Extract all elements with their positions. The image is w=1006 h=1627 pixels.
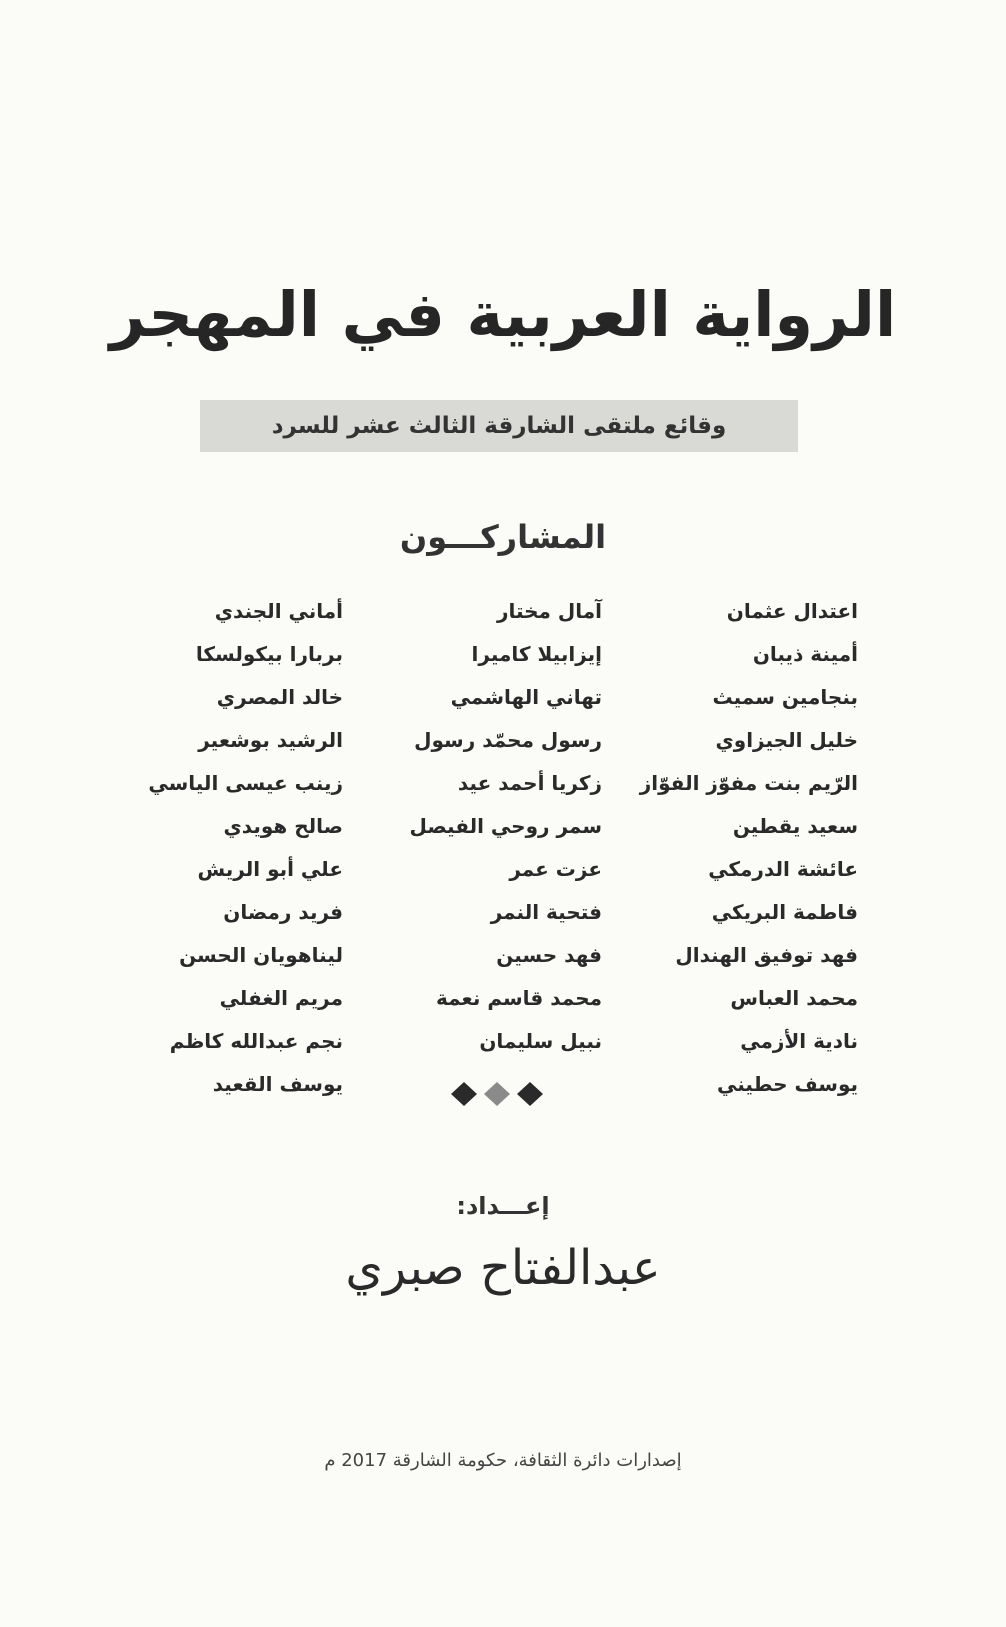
participant-name: يوسف حطيني — [717, 1072, 858, 1096]
participant-name: فهد توفيق الهندال — [675, 943, 858, 967]
participants-column-middle — [392, 592, 602, 1065]
participant-name: فتحية النمر — [490, 900, 602, 924]
publisher-footer: إصدارات دائرة الثقافة، حكومة الشارقة 2017 م — [324, 1450, 682, 1471]
participant-name: آمال مختار — [496, 599, 602, 623]
participant-name: ليناهويان الحسن — [179, 943, 343, 967]
participant-name: زكريا أحمد عيد — [457, 771, 602, 795]
book-title: الرواية العربية في المهجر — [109, 278, 897, 351]
participant-name: نبيل سليمان — [479, 1029, 602, 1053]
participant-name: بربارا بيكولسكا — [195, 642, 343, 666]
participant-name: مريم الغفلي — [219, 986, 343, 1010]
participant-name: نادية الأزمي — [740, 1029, 858, 1053]
participant-name: سمر روحي الفيصل — [409, 814, 602, 838]
participant-name: خالد المصري — [216, 685, 343, 709]
participants-heading: المشاركـــون — [399, 518, 607, 556]
participant-name: بنجامين سميث — [712, 685, 858, 709]
subtitle-banner — [200, 400, 798, 452]
participant-name: محمد قاسم نعمة — [436, 986, 602, 1010]
participant-name: عزت عمر — [509, 857, 602, 881]
participant-name: اعتدال عثمان — [726, 599, 858, 623]
subtitle: وقائع ملتقى الشارقة الثالث عشر للسرد — [271, 413, 727, 439]
participant-name: أماني الجندي — [214, 599, 343, 623]
diamond-ornament-icon — [450, 1080, 545, 1108]
participants-column-left — [133, 592, 343, 1108]
participants-column-right — [639, 592, 858, 1108]
participant-name: تهاني الهاشمي — [450, 685, 602, 709]
prepared-by-label: إعـــداد: — [456, 1192, 550, 1220]
participant-name: الرّيم بنت مفوّز الفوّاز — [639, 771, 858, 795]
participant-name: أمينة ذيبان — [752, 642, 858, 666]
participant-name: فاطمة البريكي — [711, 900, 858, 924]
participant-name: رسول محمّد رسول — [414, 728, 602, 752]
participant-name: زينب عيسى الياسي — [148, 771, 343, 795]
participant-name: فريد رمضان — [223, 900, 343, 924]
participant-name: صالح هويدي — [223, 814, 343, 838]
participant-name: سعيد يقطين — [732, 814, 858, 838]
participant-name: خليل الجيزاوي — [715, 728, 858, 752]
participant-name: يوسف القعيد — [212, 1072, 343, 1096]
participant-name: إيزابيلا كاميرا — [471, 642, 602, 666]
participant-name: نجم عبدالله كاظم — [169, 1029, 343, 1053]
participant-name: علي أبو الريش — [197, 857, 343, 881]
participant-name: محمد العباس — [730, 986, 858, 1010]
participant-name: عائشة الدرمكي — [708, 857, 858, 881]
participant-name: الرشيد بوشعير — [198, 728, 343, 752]
participant-name: فهد حسين — [496, 943, 602, 967]
author-name: عبدالفتاح صبري — [345, 1240, 661, 1296]
